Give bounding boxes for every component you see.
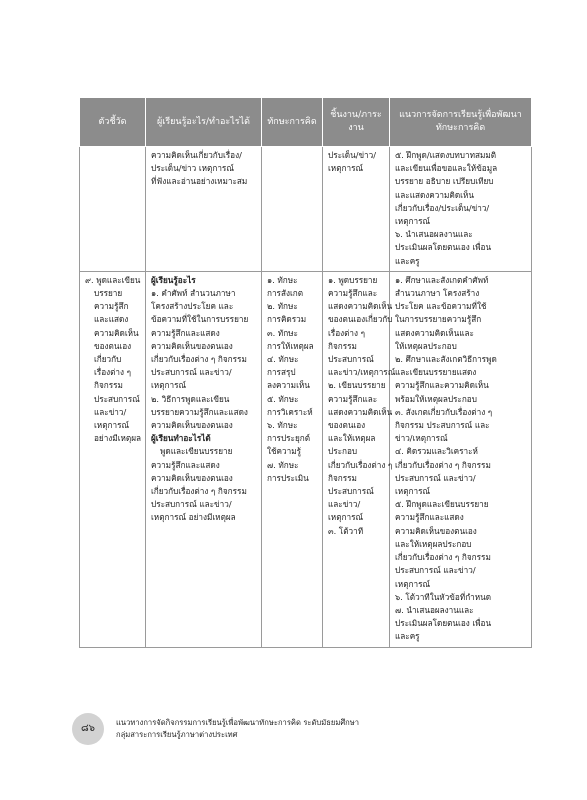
cell-thinking-skills xyxy=(262,147,323,272)
cell-text-line: ประสบการณ์ xyxy=(94,393,140,404)
cell-text-line: การประยุกต์ xyxy=(267,433,311,444)
cell-teaching-approach xyxy=(390,271,532,647)
cell-text-line: ประสบการณ์ xyxy=(328,486,374,497)
cell-text-line: การคิดรวม xyxy=(267,314,307,325)
cell-text-line: การให้เหตุผล xyxy=(267,340,314,351)
cell-text-line: ความรู้สึก xyxy=(94,301,129,312)
cell-learner xyxy=(146,271,262,647)
cell-text-line: ความรู้สึกและแสดง xyxy=(151,459,220,470)
cell-text-line: ความรู้สึกและ xyxy=(328,393,378,404)
cell-text-line: แสดงความคิดเห็น xyxy=(328,406,393,417)
cell-text-line: ความรู้สึกและ xyxy=(328,288,378,299)
cell-text-line: ประเด็น/ข่าว เหตุการณ์ xyxy=(151,163,234,174)
cell-text-line: บรรยายความรู้สึกและแสดง xyxy=(151,406,248,417)
cell-text-line: เหตุการณ์ xyxy=(328,163,364,174)
cell-text-line: ความคิดเห็นของตนเอง xyxy=(395,525,477,536)
cell-indicator xyxy=(80,271,146,647)
cell-learner xyxy=(146,147,262,272)
cell-text-line: การสรุป xyxy=(267,367,296,378)
cell-text-line: ประเมินผลโดยตนเอง เพื่อน xyxy=(395,242,492,253)
cell-text-line: ความรู้สึกและแสดง xyxy=(151,327,220,338)
cell-text-line: กิจกรรม xyxy=(94,380,123,391)
cell-text-line: ๒. ศึกษาและสังเกตวิธีการพูด xyxy=(395,354,497,365)
cell-text-line: เหตุการณ์ xyxy=(395,578,431,589)
header-learner: ผู้เรียนรู้อะไร/ทำอะไรได้ xyxy=(146,98,262,147)
cell-text-line: และข่าว/ xyxy=(94,406,127,417)
cell-text-line: ของตนเองเกี่ยวกับ xyxy=(328,314,393,325)
cell-text-line: สำนวนภาษา โครงสร้าง xyxy=(395,288,480,299)
footer-line-2: กลุ่มสาระการเรียนรู้ภาษาต่างประเทศ xyxy=(116,730,238,739)
cell-text-line: พูดและเขียนบรรยาย xyxy=(160,446,233,457)
cell-workpiece xyxy=(323,147,390,272)
cell-text-line: การวิเคราะห์ xyxy=(267,406,313,417)
cell-text-line: เกี่ยวกับเรื่อง/ประเด็น/ข่าว/ xyxy=(395,202,490,213)
cell-text-line: ความคิดเห็นเกี่ยวกับเรื่อง/ xyxy=(151,150,242,160)
cell-text-line: ความคิดเห็นของตนเอง xyxy=(151,340,233,351)
cell-text-line: ประกอบ xyxy=(328,446,358,457)
cell-text-line: ผู้เรียนทำอะไรได้ xyxy=(151,433,211,444)
cell-text-line: และข่าว/ xyxy=(328,499,361,510)
header-workpiece: ชิ้นงาน/ภาระงาน xyxy=(323,98,390,147)
cell-text-line: ๗. นำเสนอผลงานและ xyxy=(395,604,474,615)
cell-text-line: เกี่ยวกับเรื่องต่าง ๆ กิจกรรม xyxy=(151,486,247,497)
cell-text-line: ประเมินผลโดยตนเอง เพื่อน xyxy=(395,618,492,629)
cell-text-line: ประโยค และข้อความที่ใช้ xyxy=(395,301,487,312)
table-row xyxy=(80,147,532,272)
cell-text-line: ประสบการณ์ และข่าว/ xyxy=(395,472,476,483)
cell-text-line: เหตุการณ์ xyxy=(151,380,187,391)
cell-text-line: ประสบการณ์ xyxy=(328,354,374,365)
cell-text-line: ๖. นำเสนอผลงานและ xyxy=(395,229,473,240)
cell-text-line: ผู้เรียนรู้อะไร xyxy=(151,274,196,285)
cell-text-line: ข้อความที่ใช้ในการบรรยาย xyxy=(151,314,249,325)
cell-text-line: ๑. พูดบรรยาย xyxy=(328,274,378,285)
page-number: ๘๖ xyxy=(80,723,96,734)
cell-text-line: ของตนเอง xyxy=(328,420,366,431)
cell-text-line: ลงความเห็น xyxy=(267,380,310,391)
cell-text-line: เหตุการณ์ อย่างมีเหตุผล xyxy=(151,512,236,523)
cell-text-line: เหตุการณ์ xyxy=(328,512,364,523)
cell-text-line: เหตุการณ์ xyxy=(94,420,130,431)
cell-text-line: ความคิดเห็นของตนเอง xyxy=(151,420,233,431)
cell-text-line: ๕. ฝึกพูดและเขียนบรรยาย xyxy=(395,499,489,510)
curriculum-table xyxy=(79,97,532,648)
cell-text-line: ใช้ความรู้ xyxy=(267,446,302,457)
cell-text-line: ประสบการณ์ และข่าว/ xyxy=(151,367,232,378)
cell-text-line: ๕. ทักษะ xyxy=(267,393,299,404)
cell-text-line: ความคิดเห็น xyxy=(94,327,139,338)
cell-text-line: ในการบรรยายความรู้สึก xyxy=(395,314,482,325)
cell-text-line: ๓. สังเกตเกี่ยวกับเรื่องต่าง ๆ xyxy=(395,406,493,417)
cell-text-line: ให้เหตุผลประกอบ xyxy=(395,340,457,351)
cell-text-line: ๔. คิดรวมและวิเคราะห์ xyxy=(395,446,478,457)
cell-indicator xyxy=(80,147,146,272)
cell-text-line: ๑. ทักษะ xyxy=(267,274,298,285)
cell-text-line: ของตนเอง xyxy=(94,340,132,351)
cell-teaching-approach xyxy=(390,147,532,272)
cell-text-line: ๑. คำศัพท์ สำนวนภาษา xyxy=(151,288,236,299)
cell-text-line: โครงสร้างประโยค และ xyxy=(151,301,234,312)
cell-text-line: และให้เหตุผลประกอบ xyxy=(395,538,472,549)
cell-text-line: ที่ฟังและอ่านอย่างเหมาะสม xyxy=(151,176,248,187)
cell-text-line: เรื่องต่าง ๆ xyxy=(94,367,132,378)
cell-text-line: ๖. โต้วาทีในหัวข้อที่กำหนด xyxy=(395,591,492,602)
cell-text-line: เกี่ยวกับเรื่องต่าง ๆ xyxy=(328,459,393,470)
cell-text-line: เกี่ยวกับเรื่องต่าง ๆ กิจกรรม xyxy=(395,459,491,470)
cell-text-line: และแสดงความคิดเห็น xyxy=(395,189,474,200)
header-thinking-skills: ทักษะการคิด xyxy=(262,98,323,147)
cell-text-line: เกี่ยวกับเรื่องต่าง ๆ กิจกรรม xyxy=(151,354,247,365)
footer-line-1: แนวทางการจัดกิจกรรมการเรียนรู้เพื่อพัฒนาทักษะการคิด ระดับมัธยมศึกษา xyxy=(116,718,360,727)
cell-text-line: ๒. วิธีการพูดและเขียน xyxy=(151,393,230,404)
table-row xyxy=(80,271,532,647)
cell-text-line: พร้อมให้เหตุผลประกอบ xyxy=(395,393,477,404)
cell-text-line: และข่าว/เหตุการณ์ xyxy=(328,367,396,378)
footer-caption xyxy=(116,717,359,741)
cell-text-line: ๒. เขียนบรรยาย xyxy=(328,380,386,391)
cell-text-line: แสดงความคิดเห็นและ xyxy=(395,327,474,338)
cell-text-line: อย่างมีเหตุผล xyxy=(94,433,142,444)
header-teaching-approach: แนวการจัดการเรียนรู้เพื่อพัฒนาทักษะการคิด xyxy=(390,98,532,147)
header-indicator: ตัวชี้วัด xyxy=(80,98,146,147)
cell-text-line: ๗. ทักษะ xyxy=(267,459,299,470)
cell-text-line: และให้เหตุผล xyxy=(328,433,376,444)
cell-text-line: กิจกรรม ประสบการณ์ และ xyxy=(395,420,490,431)
cell-text-line: ๓. ทักษะ xyxy=(267,327,298,338)
cell-text-line: ๔. ทักษะ xyxy=(267,354,299,365)
cell-text-line: ๒. ทักษะ xyxy=(267,301,298,312)
cell-text-line: ความคิดเห็นของตนเอง xyxy=(151,472,233,483)
cell-text-line: ๙. พูดและเขียน xyxy=(85,274,141,285)
cell-text-line: การประเมิน xyxy=(267,472,309,483)
cell-text-line: ประเด็น/ข่าว/ xyxy=(328,150,377,160)
cell-text-line: และเขียนเพื่อขอและให้ข้อมูล xyxy=(395,163,498,174)
cell-text-line: ความรู้สึกและความคิดเห็น xyxy=(395,380,489,391)
cell-text-line: ๖. ทักษะ xyxy=(267,420,298,431)
cell-text-line: และแสดง xyxy=(94,314,129,325)
table-header-row xyxy=(80,98,532,147)
cell-text-line: ความรู้สึกและแสดง xyxy=(395,512,464,523)
cell-text-line: การสังเกต xyxy=(267,288,304,299)
cell-thinking-skills xyxy=(262,271,323,647)
cell-text-line: แสดงความคิดเห็น xyxy=(328,301,393,312)
cell-text-line: เหตุการณ์ xyxy=(395,486,431,497)
cell-text-line: และครู xyxy=(395,631,420,642)
cell-text-line: บรรยาย xyxy=(94,288,123,299)
cell-text-line: กิจกรรม xyxy=(328,472,357,483)
cell-text-line: ๓. โต้วาที xyxy=(328,525,364,536)
cell-text-line: ประสบการณ์ และข่าว/ xyxy=(395,565,476,576)
cell-text-line: และครู xyxy=(395,255,420,266)
cell-text-line: เกี่ยวกับเรื่องต่าง ๆ กิจกรรม xyxy=(395,552,491,563)
cell-text-line: ๑. ศึกษาและสังเกตคำศัพท์ xyxy=(395,274,489,285)
cell-workpiece xyxy=(323,271,396,647)
page-number-badge xyxy=(72,713,104,745)
cell-text-line: เกี่ยวกับ xyxy=(94,354,122,365)
cell-text-line: ประสบการณ์ และข่าว/ xyxy=(151,499,232,510)
cell-text-line: เหตุการณ์ xyxy=(395,216,431,227)
cell-text-line: บรรยาย อธิบาย เปรียบเทียบ xyxy=(395,176,494,187)
cell-text-line: กิจกรรม xyxy=(328,340,357,351)
cell-text-line: ข่าว/เหตุการณ์ xyxy=(395,433,448,444)
cell-text-line: และเขียนบรรยายแสดง xyxy=(395,367,477,378)
cell-text-line: ๕. ฝึกพูด/แสดงบทบาทสมมติ xyxy=(395,150,497,160)
cell-text-line: เรื่องต่าง ๆ xyxy=(328,327,366,338)
